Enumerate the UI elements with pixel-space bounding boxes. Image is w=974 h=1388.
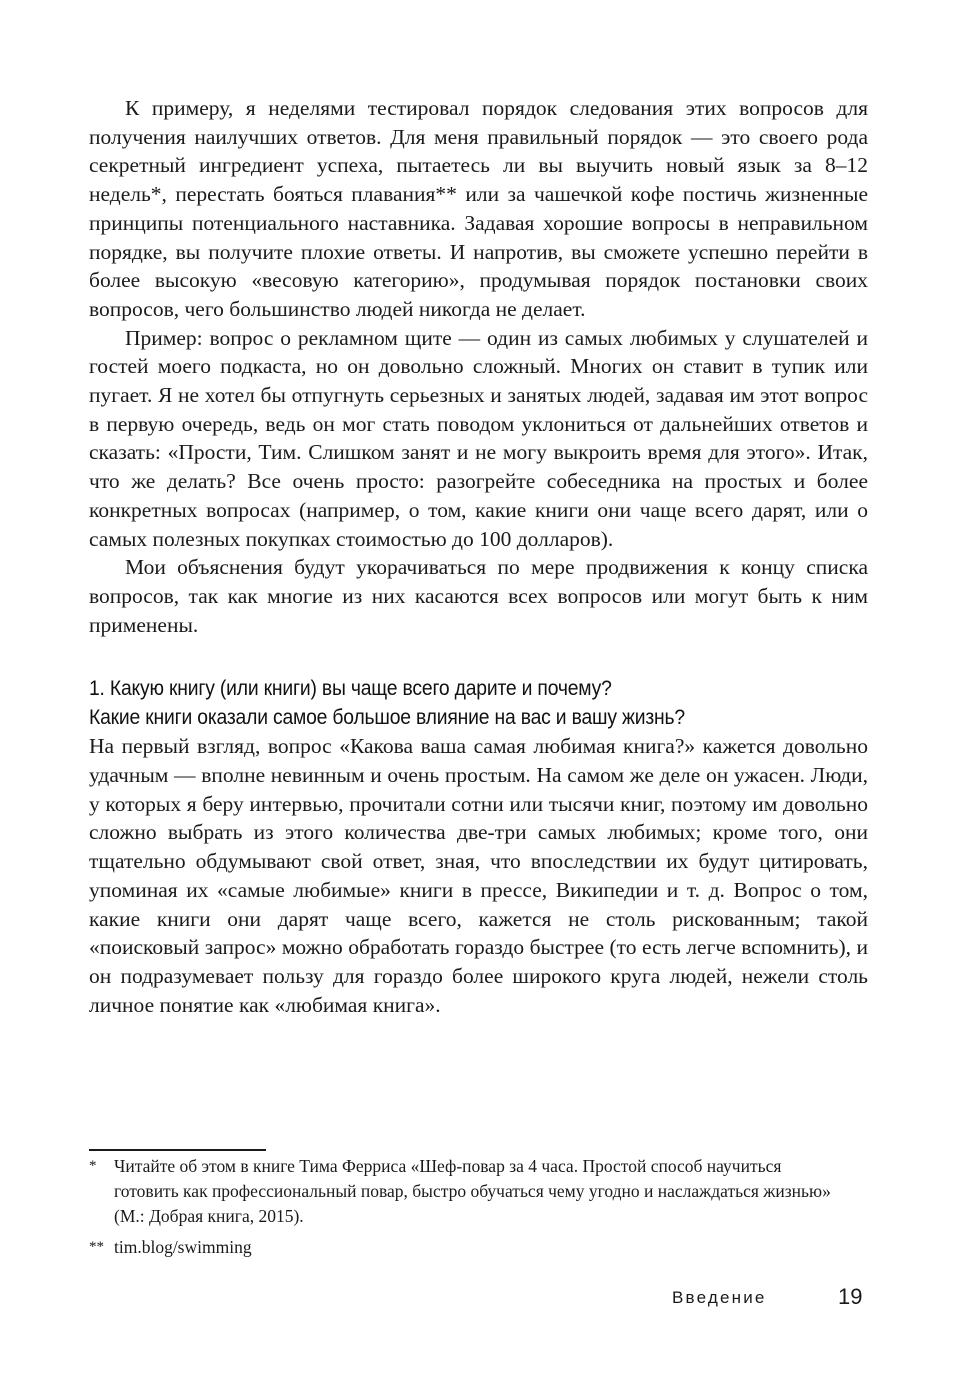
section-heading-line-2: Какие книги оказали самое большое влияние на вас и вашу жизнь?	[89, 705, 685, 729]
footnote-link-text: tim.blog/swimming	[114, 1237, 252, 1257]
footnote-mark: **	[89, 1239, 104, 1255]
footnote-1	[89, 1154, 849, 1229]
footnote-text: Читайте об этом в книге Тима Ферриса «Шеф-повар за 4 часа. Простой способ научиться готовить как профессиональный повар, быстро обучаться чему угодно и наслаждаться жизнью» (М.: Добрая книга, 2015).	[114, 1156, 831, 1226]
body-paragraph-3: Мои объяснения будут укорачиваться по мере продвижения к концу списка вопросов, так как многие из них касаются всех вопросов или могут быть к ним применены.	[89, 555, 868, 637]
footnotes	[89, 1154, 849, 1266]
footer-section-name: Введение	[672, 1288, 767, 1307]
footnote-2	[89, 1235, 849, 1260]
page-body	[89, 94, 868, 1019]
footnote-divider	[89, 1149, 266, 1151]
section-paragraph: На первый взгляд, вопрос «Какова ваша самая любимая книга?» кажется довольно удачным — вполне невинным и очень простым. На самом же деле он ужасен. Люди, у которых я беру интервью, прочитали сотни или тысячи книг, поэтому им довольно сложно выбрать из этого количества две-три самых любимых; кроме того, они тщательно обдумывают свой ответ, зная, что впоследствии их будут цитировать, упоминая их «самые любимые» книги в прессе, Википедии и т. д. Вопрос о том, какие книги они дарят чаще всего, кажется не столь рискованным; такой «поисковый запрос» можно обработать гораздо быстрее (то есть легче вспомнить), и он подразумевает пользу для гораздо более широкого круга людей, нежели столь личное понятие как «любимая книга».	[89, 734, 868, 1017]
footnote-mark: *	[89, 1158, 97, 1174]
page-number: 19	[838, 1284, 863, 1309]
body-paragraph-1: К примеру, я неделями тестировал порядок следования этих вопросов для получения наилучших ответов. Для меня правильный порядок — это своего рода секретный ингредиент успеха, пытаетесь ли вы выучить новый язык за 8–12 недель*, перестать бояться плавания** или за чашечкой кофе постичь жизненные принципы потенциального наставника. Задавая хорошие вопросы в неправильном порядке, вы получите плохие ответы. И напротив, вы сможете успешно перейти в более высокую «весовую категорию», продумывая порядок постановки своих вопросов, чего большинство людей никогда не делает.	[89, 96, 868, 321]
section-heading-line-1: 1. Какую книгу (или книги) вы чаще всего дарите и почему?	[89, 677, 612, 701]
section-heading	[89, 675, 806, 732]
body-paragraph-2: Пример: вопрос о рекламном щите — один из самых любимых у слушателей и гостей моего подкаста, но он довольно сложный. Многих он ставит в тупик или пугает. Я не хотел бы отпугнуть серьезных и занятых людей, задавая им этот вопрос в первую очередь, ведь он мог стать поводом уклониться от дальнейших ответов и сказать: «Прости, Тим. Слишком занят и не могу выкроить время для этого». Итак, что же делать? Все очень просто: разогрейте собеседника на простых и более конкретных вопросах (например, о том, какие книги они чаще всего дарят, или о самых полезных покупках стоимостью до 100 долларов).	[89, 325, 868, 551]
